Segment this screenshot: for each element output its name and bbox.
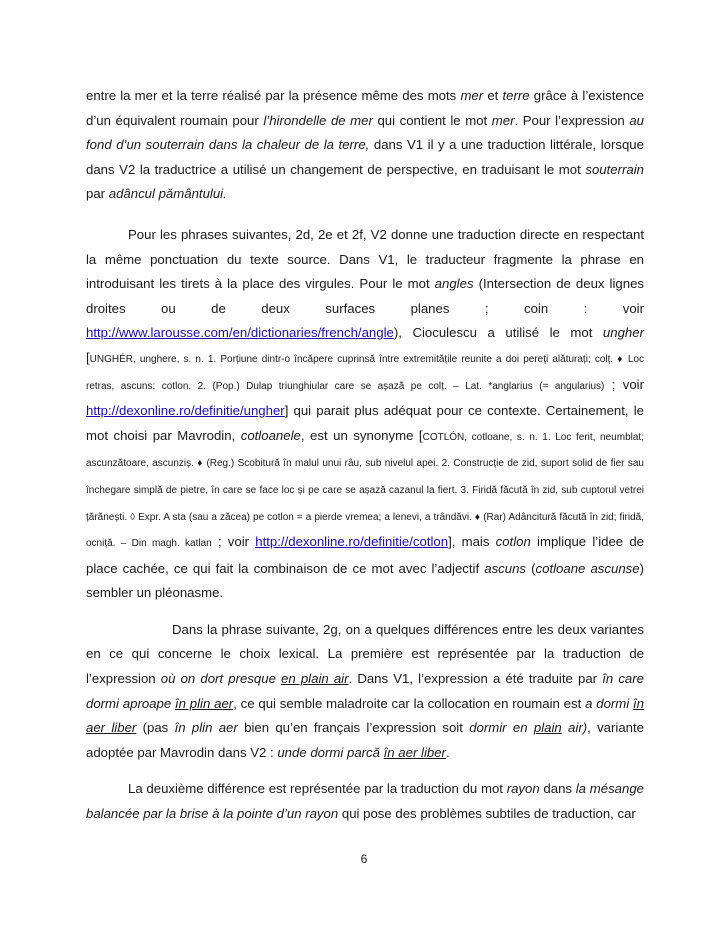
italic-term: rayon [506, 781, 540, 797]
italic-term: mer [460, 88, 484, 103]
italic-term: cotloanele [240, 427, 301, 443]
italic-term: mer [491, 112, 515, 128]
italic-term: l’hirondelle de mer [263, 112, 373, 128]
dictionary-definition: COTLÓN, cotloane, s. n. 1. Loc ferit, neumblat; ascunzătoare, ascunziș. ♦ (Reg.) Scobitură în malul unui râu, sub nivelul apei. 2. Construcție de zid, suport solid de fier sau închegare simplă de pietre, în care se face loc și pe care se așază cazanul la fiert. 3. Firidă făcută în zid, sub cuptorul vetrei țărănești. ◊ Expr. A sta (sau a zăcea) pe cotlon = a pierde vremea; a lenevi, a trândăvi. ♦ (Rar) Adâncitură făcută în zid; firidă, ocniță. – Din magh. katlan [86, 431, 644, 550]
italic-term: souterrain [585, 161, 644, 177]
text: par [86, 186, 109, 202]
text: . Dans V1, l’expression a été traduite par [348, 671, 603, 687]
italic-underlined-term: en plain air [281, 671, 349, 687]
dexonline-cotlon-link[interactable]: http://dexonline.ro/definitie/cotlon [255, 534, 449, 550]
text: et [483, 88, 503, 103]
italic-term: angles [434, 276, 474, 292]
text: , variante adoptée par Mavrodin dans V2 : [86, 720, 645, 760]
text: ] qui parait plus adéquat pour ce contexte. Certainement, le mot choisi par Mavrodin, [86, 403, 644, 443]
italic-term: în plin aer [174, 720, 238, 736]
italic-term: cotloane ascunse [535, 560, 640, 576]
italic-term: unde dormi parcă [277, 744, 384, 760]
text: entre la mer et la terre réalisé par la présence même des mots [86, 88, 461, 103]
text: qui pose des problèmes subtiles de traduction, car [338, 806, 636, 822]
dictionary-definition: UNGHÉR, unghere, s. n. 1. Porțiune dintr-o încăpere cuprinsă între extremitățile reunite a doi pereți alăturați; colț. ♦ Loc retras, ascuns; cotlon. 2. (Pop.) Dulap triunghiular care se așază pe colț. – Lat. *anglarius (= angularius) [86, 353, 644, 392]
italic-term: la mésange balancée par la brise à la pointe d’un rayon [86, 781, 644, 822]
dexonline-ungher-link[interactable]: http://dexonline.ro/definitie/ungher [86, 403, 285, 419]
paragraph-1 [86, 84, 644, 207]
italic-term: cotlon [495, 534, 531, 550]
text: [ [86, 349, 90, 365]
paragraph-4 [86, 777, 644, 826]
text: qui contient le mot [372, 112, 492, 128]
text: (Intersection de deux lignes droites ou de deux surfaces planes ; coin : voir [86, 276, 644, 316]
italic-term: air) [561, 720, 588, 736]
italic-underlined-term: în aer liber [86, 695, 645, 736]
text: grâce à l’existence d’un équivalent roumain pour [86, 88, 644, 128]
italic-underlined-term: în plin aer [174, 695, 234, 711]
text: implique l’idee de place cachée, ce qui fait la combinaison de ce mot avec l’adjectif [86, 534, 644, 576]
text: ( [526, 560, 536, 576]
text: ; voir [604, 376, 644, 392]
text: dans [539, 781, 576, 797]
italic-term: a dormi [585, 695, 634, 711]
paragraph-3 [86, 618, 644, 766]
page-number: 6 [360, 852, 368, 866]
text: bien qu’en français l’expression soit [237, 720, 470, 736]
text: . Pour l’expression [514, 112, 630, 128]
text: (pas [136, 720, 175, 736]
italic-term: adâncul pământului. [108, 186, 227, 202]
italic-term: où on dort presque [160, 671, 282, 687]
italic-term: ascuns [484, 560, 527, 576]
text: . [445, 744, 450, 760]
italic-term: dormir en [469, 720, 534, 736]
italic-term: în care dormi aproape [86, 671, 644, 711]
italic-term: terre [502, 88, 530, 103]
text: dans V1 il y a une traduction littérale, lorsque dans V2 la traductrice a utilisé un changement de perspective, en traduisant le mot [86, 137, 644, 177]
italic-term: ungher [602, 325, 644, 341]
text: ), Cioculescu a utilisé le mot [393, 325, 603, 341]
document-page [86, 84, 644, 839]
text: Dans la phrase suivante, 2g, on a quelques différences entre les deux variantes en ce qui concerne le choix lexical. La première est représentée par la traduction de l’expression [86, 621, 644, 687]
larousse-link[interactable]: http://www.larousse.com/en/dictionaries/french/angle [86, 325, 394, 341]
paragraph-2 [86, 223, 644, 606]
text: , ce qui semble maladroite car la collocation en roumain est [233, 695, 586, 711]
italic-underlined-term: în aer liber [383, 744, 446, 760]
text: ) sembler un pléonasme. [86, 560, 644, 601]
text: ; voir [211, 534, 256, 550]
italic-underlined-term: plain [533, 720, 562, 736]
text: , est un synonyme [ [300, 427, 423, 443]
text: ], mais [448, 534, 496, 550]
text: Pour les phrases suivantes, 2d, 2e et 2f, V2 donne une traduction directe en respectant la même ponctuation du texte source. Dans V1, le traducteur fragmente la phrase en introduisant les tirets à la place des virgules. Pour le mot [86, 226, 644, 292]
text: La deuxième différence est représentée par la traduction du mot [128, 781, 507, 797]
italic-term: au fond d’un souterrain dans la chaleur de la terre, [86, 112, 644, 153]
